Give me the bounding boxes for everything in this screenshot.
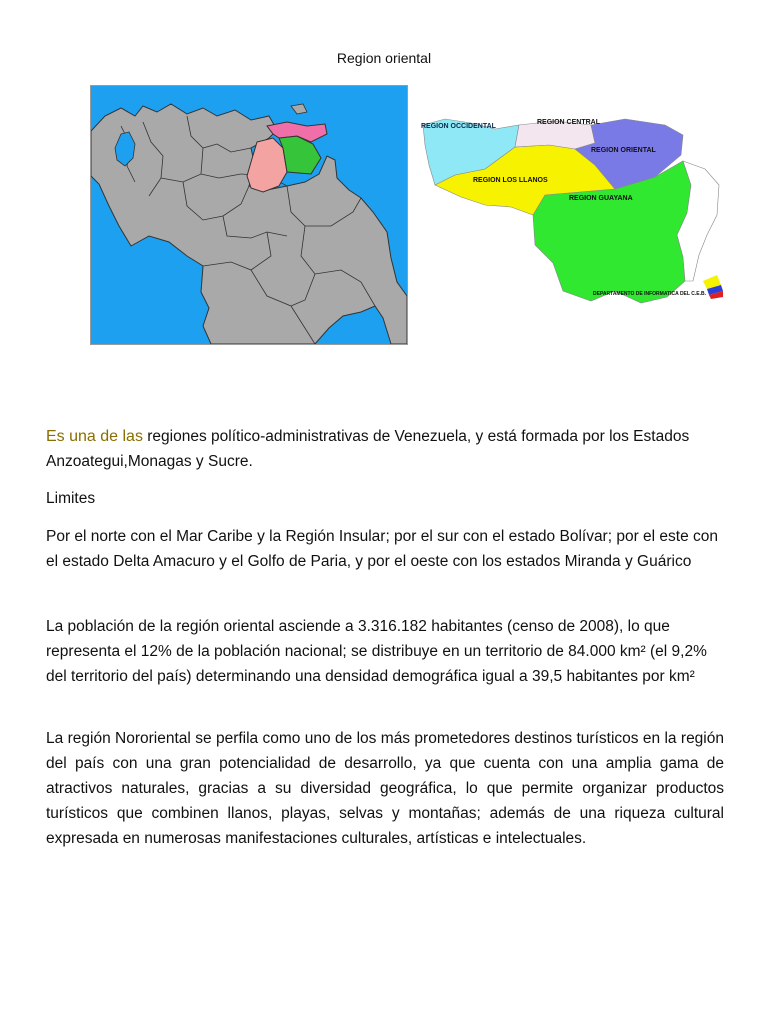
intro-paragraph	[46, 424, 724, 474]
paragraph-limits: Por el norte con el Mar Caribe y la Región Insular; por el sur con el estado Bolívar; por el este con el estado Delta Amacuro y el Golfo de Paria, y por el oeste con los estados Miranda y Guárico	[46, 528, 719, 570]
label-region-llanos: REGION LOS LLANOS	[473, 177, 548, 184]
label-region-central: REGION CENTRAL	[537, 119, 600, 126]
label-region-oriental: REGION ORIENTAL	[591, 147, 656, 154]
label-region-occidental: REGION OCCIDENTAL	[421, 123, 496, 130]
heading-limits: Limites	[46, 490, 96, 507]
map-credit: DEPARTAMENTO DE INFORMATICA DEL C.E.B.	[593, 291, 706, 297]
page-title: Region oriental	[336, 50, 432, 66]
venezuela-states-map	[90, 85, 408, 345]
venezuela-regions-map	[415, 85, 745, 325]
paragraph-population: La población de la región oriental asciende a 3.316.182 habitantes (censo de 2008), lo que representa el 12% de la población nacional; se distribuye en un territorio de 84.000 km² (el 9,2% del territorio del país) determinando una densidad demográfica igual a 39,5 habitantes por km²	[46, 618, 707, 685]
intro-lead: Es una de las	[46, 428, 143, 445]
paragraph-tourism: La región Nororiental se perfila como uno de los más prometedores destinos turísticos en la región del país con una gran potencialidad de desarrollo, ya que cuenta con una amplia gama de atractivos naturales, gracias a su diversidad geográfica, lo que permite organizar productos turísticos que combinen llanos, playas, selvas y montañas; además de una riqueza cultural expresada en numerosas manifestaciones culturales, artísticas e intelectuales.	[46, 730, 724, 847]
intro-text: regiones político-administrativas de Venezuela, y está formada por los Estados Anzoategui,Monagas y Sucre.	[46, 428, 690, 470]
label-region-guayana: REGION GUAYANA	[569, 195, 633, 202]
